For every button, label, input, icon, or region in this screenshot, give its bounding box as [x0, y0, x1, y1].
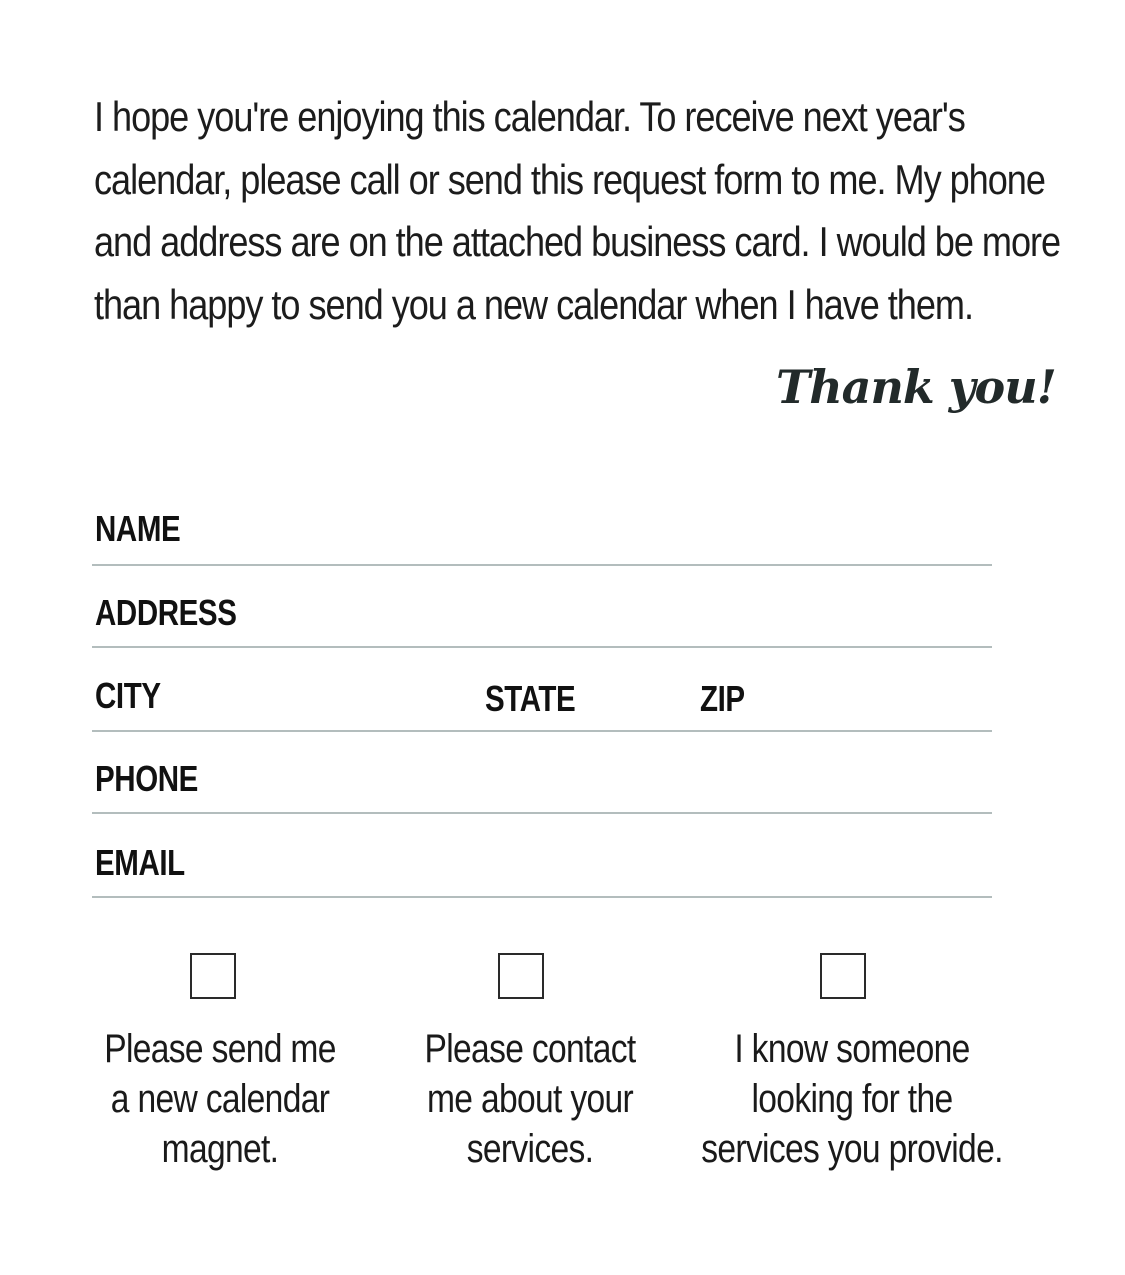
option-line: me about your — [426, 1077, 634, 1121]
email-label: EMAIL — [95, 842, 185, 883]
zip-label: ZIP — [700, 678, 745, 719]
phone-field[interactable] — [92, 810, 992, 814]
option-contact-services-label — [396, 1024, 665, 1174]
intro-line: than happy to send you a new calendar when I have them. — [94, 280, 973, 328]
option-line: Please send me — [104, 1027, 336, 1071]
thank-you-signature: Thank you! — [776, 360, 1056, 414]
option-calendar-magnet-label — [86, 1024, 355, 1174]
name-field[interactable] — [92, 562, 992, 566]
checkbox-calendar-magnet[interactable] — [190, 953, 236, 999]
intro-line: calendar, please call or send this request form to me. My phone — [94, 155, 1045, 203]
option-line: magnet. — [161, 1127, 279, 1171]
option-line: Please contact — [424, 1027, 636, 1071]
address-label: ADDRESS — [95, 592, 237, 633]
option-line: a new calendar — [110, 1077, 330, 1121]
state-label: STATE — [485, 678, 576, 719]
checkbox-referral[interactable] — [820, 953, 866, 999]
option-referral-label — [692, 1024, 1011, 1174]
address-field[interactable] — [92, 644, 992, 648]
option-line: looking for the — [751, 1077, 953, 1121]
option-line: services. — [466, 1127, 594, 1171]
option-line: services you provide. — [701, 1127, 1003, 1171]
email-field[interactable] — [92, 894, 992, 898]
phone-label: PHONE — [95, 758, 198, 799]
name-label: NAME — [95, 508, 181, 549]
option-line: I know someone — [734, 1027, 970, 1071]
intro-line: I hope you're enjoying this calendar. To receive next year's — [94, 93, 965, 140]
intro-line: and address are on the attached business card. I would be more — [94, 218, 1061, 265]
intro-paragraph — [94, 86, 1066, 336]
city-state-zip-field[interactable] — [92, 728, 992, 732]
city-label: CITY — [95, 675, 161, 716]
checkbox-contact-services[interactable] — [498, 953, 544, 999]
